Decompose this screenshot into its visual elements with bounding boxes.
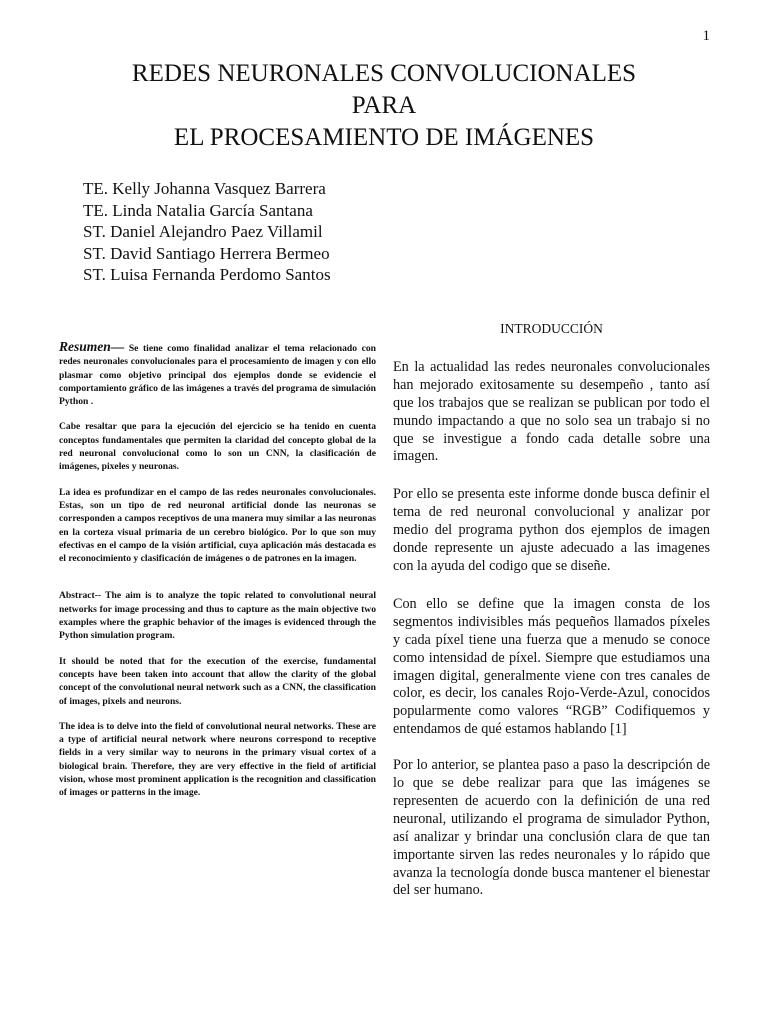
resumen-paragraph [59, 340, 376, 408]
resumen-paragraph-2: Cabe resaltar que para la ejecución del ejercicio se ha tenido en cuenta conceptos fundamentales que permiten la claridad del concepto global de la red neuronal convolucional como lo son un CNN, la clasificación de imágenes, pixeles y neuronas. [59, 421, 376, 473]
title-line-2: PARA [351, 92, 417, 119]
abstract-column [59, 340, 376, 812]
paper-title [60, 58, 708, 154]
intro-paragraph-2: Por ello se presenta este informe donde busca definir el tema de red neuronal convolucional y analizar por medio del programa python dos ejemplos de imagen donde represente un ajuste adecuado a las imagenes con la ayuda del codigo que se diseñe. [393, 486, 710, 574]
resumen-label: Resumen— [59, 339, 125, 354]
section-heading-introduccion: INTRODUCCIÓN [500, 321, 603, 336]
resumen-paragraph-3: La idea es profundizar en el campo de las redes neuronales convolucionales. Estas, son un tipo de red neuronal artificial donde las neuronas se corresponden a campos receptivos de una manera muy similar a las neuronas en la corteza visual primaria de un cerebro biológico. Por lo que son muy efectivas en el campo de la visión artificial, cuya aplicación más destacada es el reconocimiento y clasificación de imágenes o de patrones en la imagen. [59, 486, 376, 565]
author: ST. Luisa Fernanda Perdomo Santos [83, 265, 331, 284]
introduction-column [393, 320, 710, 920]
author: TE. Linda Natalia García Santana [83, 200, 313, 220]
author-list [83, 178, 331, 286]
author: ST. Daniel Alejandro Paez Villamil [83, 222, 323, 241]
author: TE. Kelly Johanna Vasquez Barrera [83, 179, 326, 198]
intro-paragraph-1: En la actualidad las redes neuronales convolucionales han mejorado exitosamente su desempeño , tanto así que los trabajos que se realizan se publican por todo el mundo impactando a que no solo sea un trabajo si no que se investigue a fondo cada detalle sobre una imagen. [393, 358, 710, 465]
abstract-en-paragraph-2: It should be noted that for the execution of the exercise, fundamental concepts have been taken into account that allow the clarity of the global concept of the convolutional neural network such as a CNN, the classification of images, pixels and neurons. [59, 655, 376, 707]
resumen-text: Se tiene como finalidad analizar el tema relacionado con redes neuronales convolucionales para el procesamiento de imagen y con ello plasmar como objetivo principal dos ejemplos donde se evidencie el comportamiento gráfico de las imágenes a través del programa de simulación Python . [59, 343, 376, 408]
abstract-en-paragraph-3: The idea is to delve into the field of convolutional neural networks. These are a type of artificial neural network where neurons correspond to receptive fields in a very similar way to neurons in the primary visual cortex of a biological brain. Therefore, they are very effective in the field of artificial vision, whose most prominent application is the recognition and classification of images or patterns in the image. [59, 720, 376, 799]
intro-paragraph-4: Por lo anterior, se plantea paso a paso la descripción de lo que se debe realizar para que las imágenes se representen de acuerdo con la definición de una red neuronal, utilizando el programa de simulador Python, así analizar y brindar una conclusión clara de que tan importante sirven las redes neuronales y lo rápido que avanza la tecnología donde busca mantener el bienestar del ser humano. [393, 757, 710, 899]
page-number: 1 [702, 28, 710, 44]
title-line-3: EL PROCESAMIENTO DE IMÁGENES [173, 124, 595, 151]
intro-paragraph-3: Con ello se define que la imagen consta de los segmentos indivisibles más pequeños llamados píxeles y cada píxel tiene una fuerza que a menudo se conoce como intensidad de píxel. Siempre que estudiamos una imagen digital, generalmente viene con tres canales de color, es decir, los canales Rojo-Verde-Azul, conocidos popularmente como valores “RGB” Codifiquemos y entendamos de qué estamos hablando [1] [393, 595, 710, 738]
abstract-en-paragraph-1: Abstract-- The aim is to analyze the topic related to convolutional neural networks for image processing and thus to capture as the main objective two examples where the graphic behavior of the images is evidenced through the Python simulation program. [59, 590, 376, 642]
author: ST. David Santiago Herrera Bermeo [83, 243, 330, 263]
title-line-1: REDES NEURONALES CONVOLUCIONALES [131, 60, 637, 87]
